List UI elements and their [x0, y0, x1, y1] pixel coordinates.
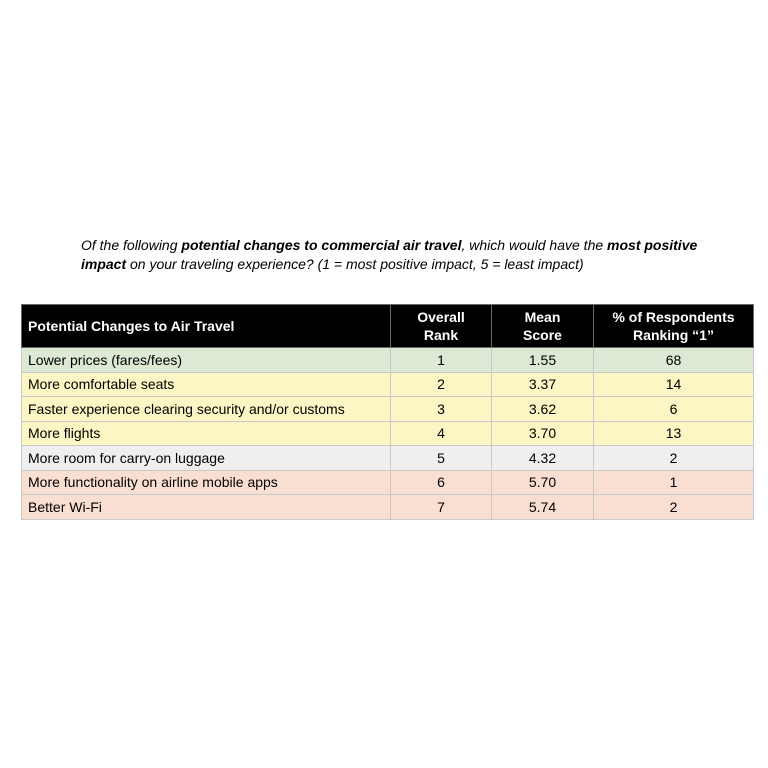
cell-pct: 14 — [594, 372, 754, 397]
header-overall-rank-line1: Overall — [417, 309, 465, 325]
cell-change: Better Wi-Fi — [22, 495, 391, 520]
cell-rank: 7 — [391, 495, 492, 520]
cell-change: More functionality on airline mobile apps — [22, 470, 391, 495]
cell-pct: 6 — [594, 397, 754, 422]
cell-mean: 1.55 — [492, 348, 594, 373]
question-text-2: , which would have the — [461, 237, 608, 253]
cell-pct: 2 — [594, 446, 754, 471]
header-pct-ranking-1 — [594, 305, 754, 348]
cell-change: More comfortable seats — [22, 372, 391, 397]
cell-rank: 3 — [391, 397, 492, 422]
table-row — [22, 446, 754, 471]
cell-mean: 3.70 — [492, 421, 594, 446]
cell-pct: 2 — [594, 495, 754, 520]
header-overall-rank — [391, 305, 492, 348]
results-table — [21, 304, 754, 520]
cell-mean: 3.62 — [492, 397, 594, 422]
header-overall-rank-line2: Rank — [423, 327, 459, 343]
table-header-row — [22, 305, 754, 348]
cell-change: More room for carry-on luggage — [22, 446, 391, 471]
cell-change: More flights — [22, 421, 391, 446]
table-row — [22, 421, 754, 446]
cell-mean: 5.70 — [492, 470, 594, 495]
cell-change: Faster experience clearing security and/or customs — [22, 397, 391, 422]
cell-pct: 13 — [594, 421, 754, 446]
header-mean-score-line2: Score — [523, 327, 562, 343]
table-row — [22, 470, 754, 495]
header-pct-line2: Ranking “1” — [633, 327, 714, 343]
cell-rank: 2 — [391, 372, 492, 397]
cell-mean: 3.37 — [492, 372, 594, 397]
question-text-3: on your traveling experience? (1 = most positive impact, 5 = least impact) — [126, 256, 584, 272]
cell-change: Lower prices (fares/fees) — [22, 348, 391, 373]
question-bold-2: most positive impact — [81, 237, 698, 272]
survey-question — [81, 236, 721, 274]
cell-pct: 68 — [594, 348, 754, 373]
header-mean-score — [492, 305, 594, 348]
cell-pct: 1 — [594, 470, 754, 495]
question-bold-1: potential changes to commercial air travel — [181, 237, 462, 253]
table-row — [22, 372, 754, 397]
cell-rank: 1 — [391, 348, 492, 373]
header-pct-line1: % of Respondents — [612, 309, 735, 325]
question-text-1: Of the following — [81, 237, 182, 253]
cell-mean: 4.32 — [492, 446, 594, 471]
table-row — [22, 348, 754, 373]
cell-mean: 5.74 — [492, 495, 594, 520]
table-row — [22, 495, 754, 520]
cell-rank: 4 — [391, 421, 492, 446]
table-row — [22, 397, 754, 422]
header-potential-changes: Potential Changes to Air Travel — [22, 305, 391, 348]
cell-rank: 6 — [391, 470, 492, 495]
header-mean-score-line1: Mean — [524, 309, 561, 325]
cell-rank: 5 — [391, 446, 492, 471]
